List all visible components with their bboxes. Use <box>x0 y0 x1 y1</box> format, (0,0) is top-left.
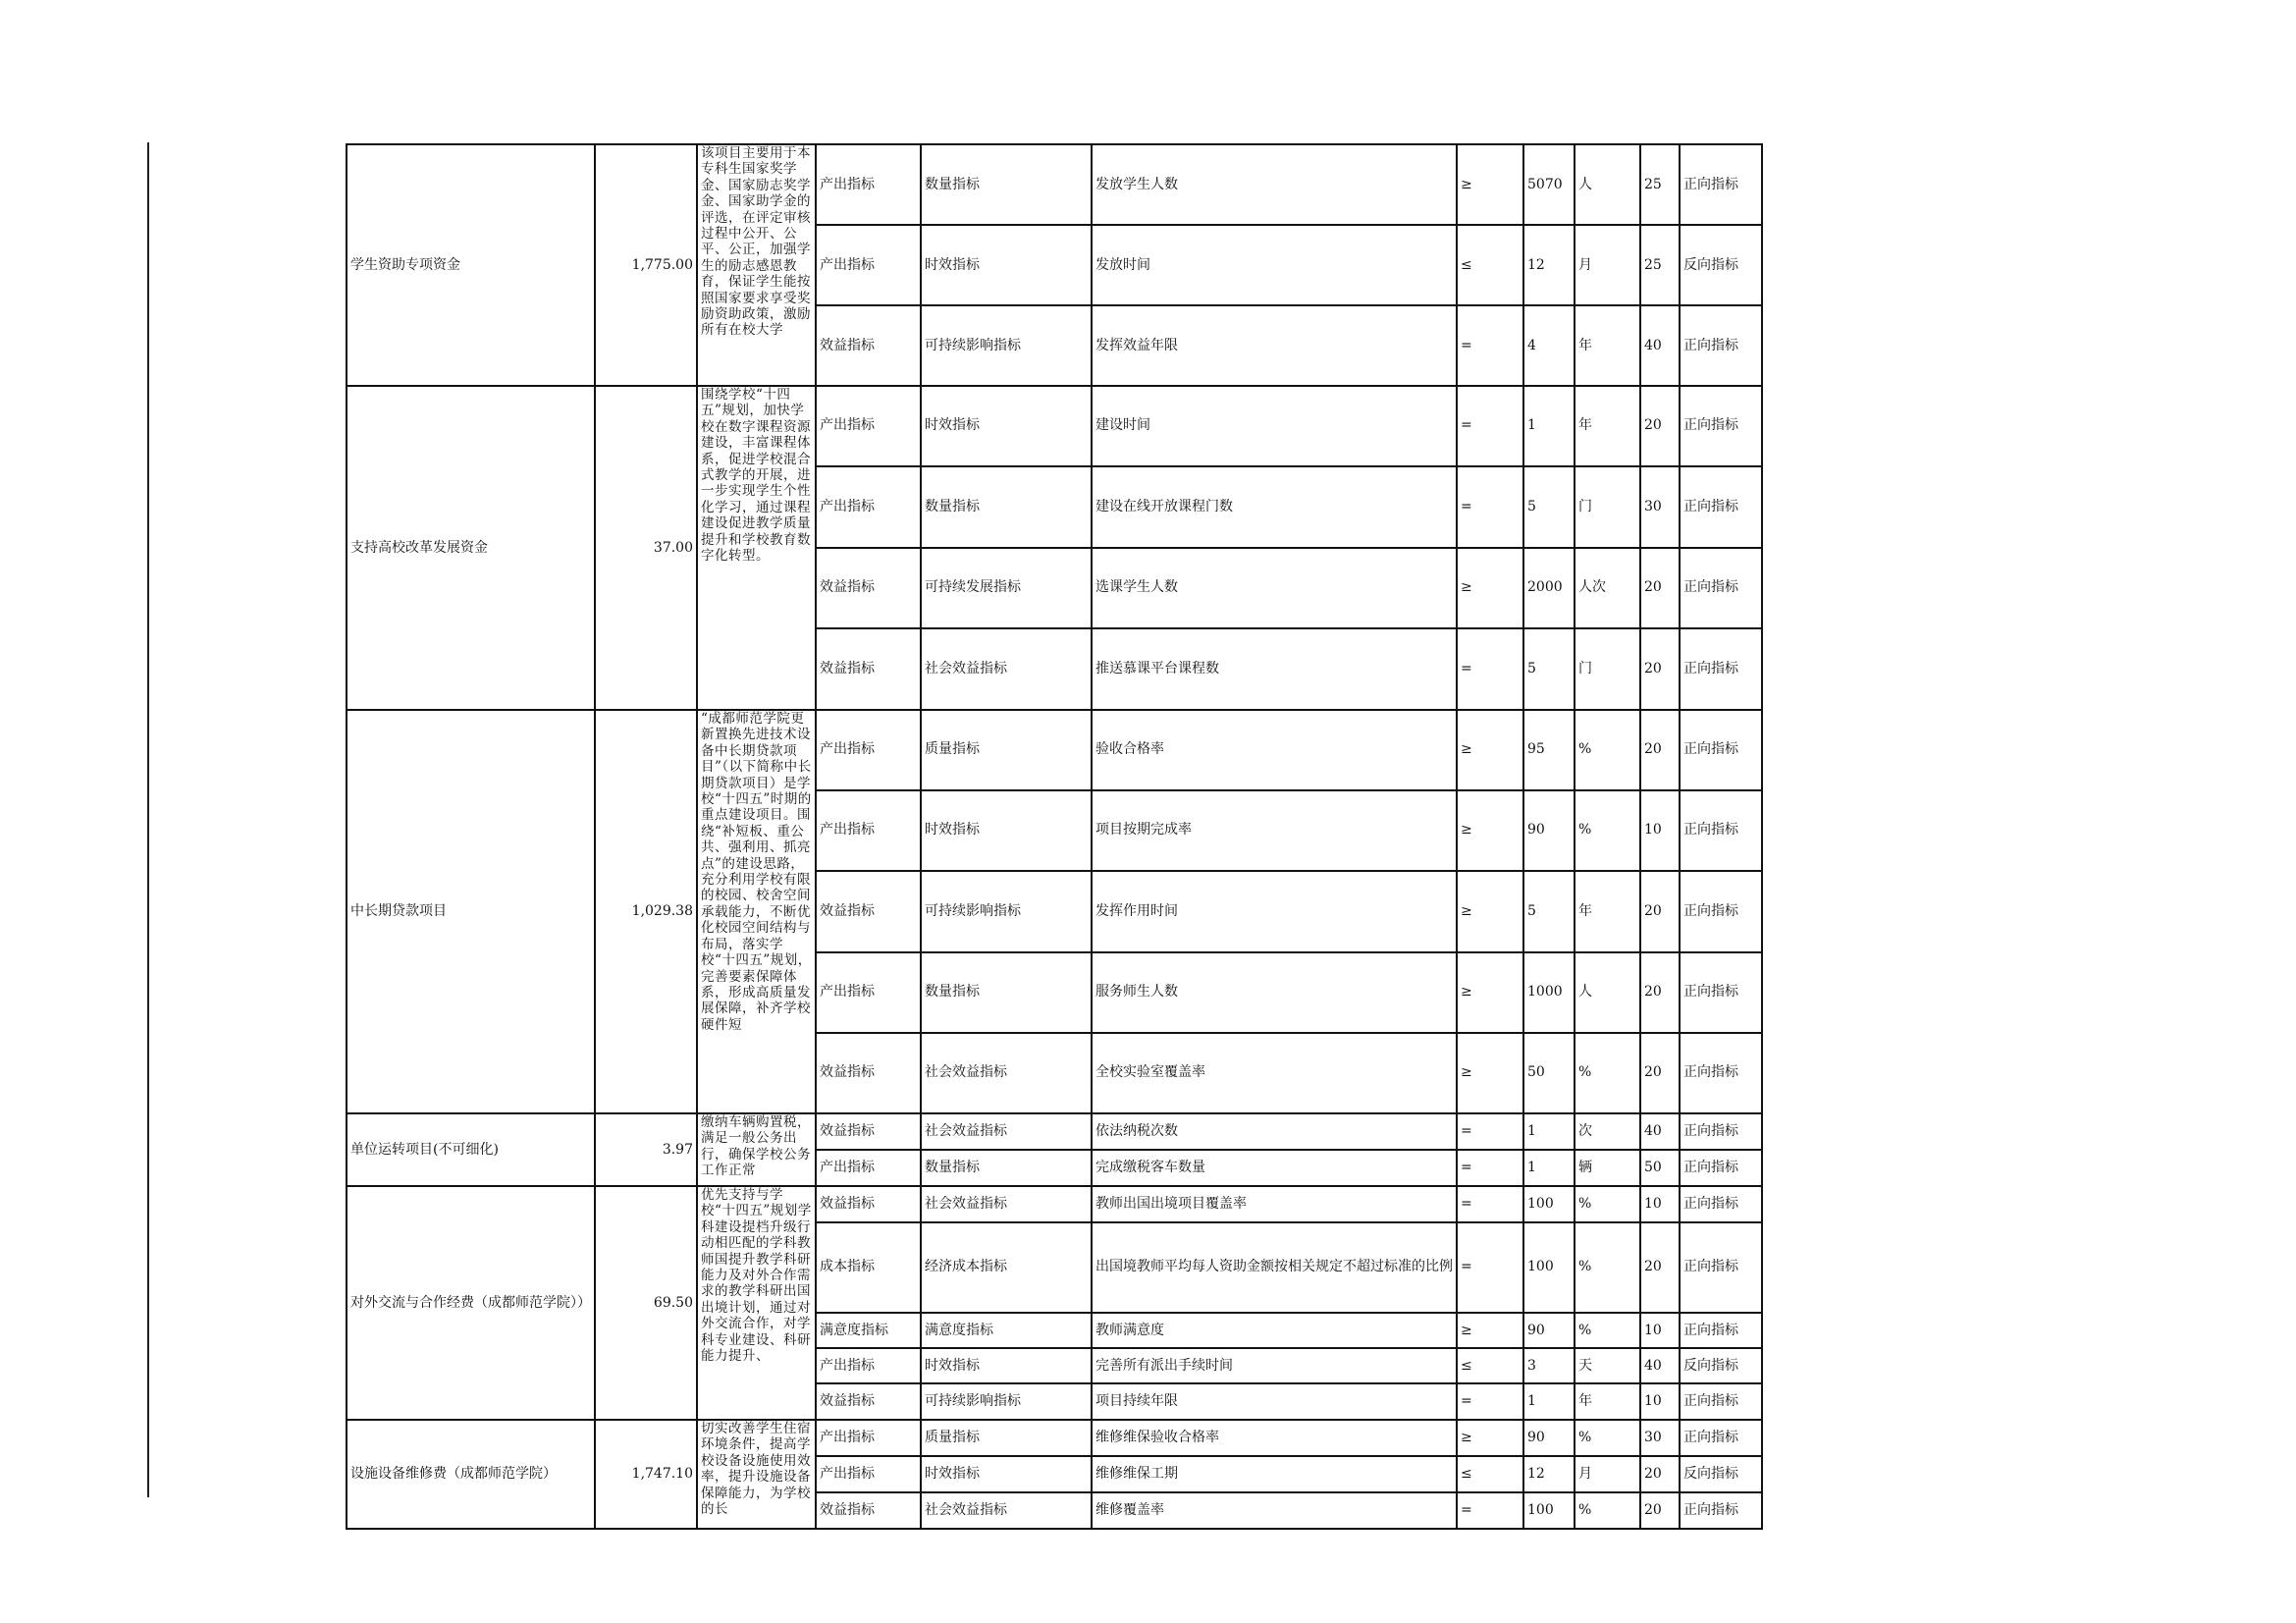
measure-unit: % <box>1575 1033 1640 1113</box>
indicator-level3: 建设时间 <box>1092 386 1457 466</box>
table-row <box>347 1113 1762 1150</box>
indicator-level1: 产出指标 <box>816 1420 921 1456</box>
page-margin-line <box>147 142 149 1497</box>
indicator-level3: 全校实验室覆盖率 <box>1092 1033 1457 1113</box>
indicator-level2: 可持续影响指标 <box>921 1383 1092 1420</box>
indicator-level3: 维修覆盖率 <box>1092 1492 1457 1529</box>
project-amount: 1,775.00 <box>595 144 697 386</box>
indicator-level2: 时效指标 <box>921 386 1092 466</box>
indicator-direction: 正向指标 <box>1680 1113 1762 1150</box>
project-amount: 1,747.10 <box>595 1420 697 1529</box>
target-value: 100 <box>1523 1222 1575 1314</box>
project-amount: 69.50 <box>595 1186 697 1420</box>
indicator-level2: 质量指标 <box>921 1420 1092 1456</box>
target-value: 95 <box>1523 710 1575 790</box>
indicator-level3: 完成缴税客车数量 <box>1092 1150 1457 1186</box>
operator-symbol: ≥ <box>1457 548 1523 628</box>
indicator-direction: 正向指标 <box>1680 952 1762 1033</box>
operator-symbol: ≥ <box>1457 710 1523 790</box>
indicator-direction: 正向指标 <box>1680 710 1762 790</box>
table-row <box>347 710 1762 790</box>
project-description-cell <box>697 710 816 1113</box>
measure-unit: % <box>1575 710 1640 790</box>
target-value: 12 <box>1523 225 1575 305</box>
indicator-direction: 正向指标 <box>1680 386 1762 466</box>
indicator-direction: 正向指标 <box>1680 871 1762 952</box>
target-value: 5070 <box>1523 144 1575 225</box>
indicator-direction: 正向指标 <box>1680 548 1762 628</box>
indicator-level2: 时效指标 <box>921 225 1092 305</box>
project-name: 设施设备维修费（成都师范学院） <box>347 1420 595 1529</box>
indicator-direction: 正向指标 <box>1680 1313 1762 1347</box>
indicator-level3: 建设在线开放课程门数 <box>1092 466 1457 548</box>
project-amount: 1,029.38 <box>595 710 697 1113</box>
indicator-level1: 效益指标 <box>816 871 921 952</box>
project-description-cell <box>697 144 816 386</box>
indicator-level3: 项目按期完成率 <box>1092 790 1457 871</box>
measure-unit: % <box>1575 1222 1640 1314</box>
indicator-level3: 发放学生人数 <box>1092 144 1457 225</box>
indicator-level1: 效益指标 <box>816 1492 921 1529</box>
indicator-level3: 出国境教师平均每人资助金额按相关规定不超过标准的比例 <box>1092 1222 1457 1314</box>
operator-symbol: ≥ <box>1457 1420 1523 1456</box>
measure-unit: % <box>1575 790 1640 871</box>
project-name: 对外交流与合作经费（成都师范学院）） <box>347 1186 595 1420</box>
measure-unit: 门 <box>1575 466 1640 548</box>
operator-symbol: = <box>1457 1113 1523 1150</box>
target-value: 1 <box>1523 1150 1575 1186</box>
indicator-level1: 产出指标 <box>816 790 921 871</box>
indicator-level2: 数量指标 <box>921 952 1092 1033</box>
indicator-level2: 社会效益指标 <box>921 1033 1092 1113</box>
indicator-level2: 可持续影响指标 <box>921 871 1092 952</box>
weight-score: 20 <box>1640 1222 1680 1314</box>
indicator-direction: 正向指标 <box>1680 466 1762 548</box>
indicator-level1: 效益指标 <box>816 1033 921 1113</box>
operator-symbol: = <box>1457 386 1523 466</box>
weight-score: 20 <box>1640 548 1680 628</box>
indicator-level2: 社会效益指标 <box>921 1492 1092 1529</box>
target-value: 100 <box>1523 1186 1575 1222</box>
indicator-direction: 反向指标 <box>1680 1456 1762 1492</box>
weight-score: 20 <box>1640 1492 1680 1529</box>
indicator-level1: 产出指标 <box>816 386 921 466</box>
indicator-level2: 数量指标 <box>921 144 1092 225</box>
indicator-level2: 满意度指标 <box>921 1313 1092 1347</box>
operator-symbol: ≥ <box>1457 871 1523 952</box>
indicator-level1: 满意度指标 <box>816 1313 921 1347</box>
operator-symbol: = <box>1457 1383 1523 1420</box>
indicator-direction: 正向指标 <box>1680 1186 1762 1222</box>
indicator-level2: 社会效益指标 <box>921 1186 1092 1222</box>
indicator-level2: 时效指标 <box>921 1456 1092 1492</box>
indicator-level3: 教师出国出境项目覆盖率 <box>1092 1186 1457 1222</box>
indicator-level2: 数量指标 <box>921 1150 1092 1186</box>
operator-symbol: ≥ <box>1457 952 1523 1033</box>
project-description: 切实改善学生住宿环境条件，提高学校设备设施使用效率，提升设施设备保障能力，为学校的长 <box>701 1421 811 1518</box>
indicator-level2: 质量指标 <box>921 710 1092 790</box>
table-row <box>347 1420 1762 1456</box>
indicator-level3: 发挥效益年限 <box>1092 305 1457 386</box>
indicator-level3: 维修维保验收合格率 <box>1092 1420 1457 1456</box>
project-description: 缴纳车辆购置税，满足一般公务出行，确保学校公务工作正常 <box>701 1114 811 1179</box>
weight-score: 20 <box>1640 1033 1680 1113</box>
indicator-level2: 社会效益指标 <box>921 628 1092 710</box>
measure-unit: 年 <box>1575 386 1640 466</box>
target-value: 5 <box>1523 628 1575 710</box>
indicator-level2: 经济成本指标 <box>921 1222 1092 1314</box>
operator-symbol: ≤ <box>1457 1456 1523 1492</box>
project-name: 学生资助专项资金 <box>347 144 595 386</box>
measure-unit: % <box>1575 1186 1640 1222</box>
measure-unit: 次 <box>1575 1113 1640 1150</box>
target-value: 90 <box>1523 1420 1575 1456</box>
indicator-level1: 效益指标 <box>816 1383 921 1420</box>
measure-unit: 门 <box>1575 628 1640 710</box>
indicator-level1: 效益指标 <box>816 628 921 710</box>
measure-unit: 年 <box>1575 1383 1640 1420</box>
operator-symbol: = <box>1457 628 1523 710</box>
project-description: “成都师范学院更新置换先进技术设备中长期贷款项目”（以下简称中长期贷款项目）是学校“十四五”时期的重点建设项目。围绕“补短板、重公共、强利用、抓亮点”的建设思路，充分利用学校有限的校园、校舍空间承载能力，不断优化校园空间结构与布局，落实学校“十四五”规划，完善要素保障体系，形成高质量发展保障，补齐学校硬件短 <box>701 711 812 1033</box>
indicator-level1: 效益指标 <box>816 305 921 386</box>
weight-score: 20 <box>1640 952 1680 1033</box>
weight-score: 10 <box>1640 1186 1680 1222</box>
indicator-level3: 维修维保工期 <box>1092 1456 1457 1492</box>
project-description: 围绕学校“十四五”规划，加快学校在数字课程资源建设，丰富课程体系，促进学校混合式教学的开展，进一步实现学生个性化学习，通过课程建设促进教学质量提升和学校教育数字化转型。 <box>701 387 811 565</box>
operator-symbol: ≤ <box>1457 1348 1523 1384</box>
weight-score: 20 <box>1640 386 1680 466</box>
weight-score: 20 <box>1640 871 1680 952</box>
indicator-level1: 效益指标 <box>816 548 921 628</box>
weight-score: 25 <box>1640 225 1680 305</box>
indicator-level1: 效益指标 <box>816 1186 921 1222</box>
indicator-level2: 可持续发展指标 <box>921 548 1092 628</box>
table-row <box>347 386 1762 466</box>
operator-symbol: ≥ <box>1457 790 1523 871</box>
indicator-direction: 正向指标 <box>1680 305 1762 386</box>
target-value: 90 <box>1523 1313 1575 1347</box>
operator-symbol: = <box>1457 1222 1523 1314</box>
measure-unit: 年 <box>1575 305 1640 386</box>
operator-symbol: ≥ <box>1457 1313 1523 1347</box>
measure-unit: 人 <box>1575 144 1640 225</box>
target-value: 1 <box>1523 386 1575 466</box>
indicator-level3: 完善所有派出手续时间 <box>1092 1348 1457 1384</box>
weight-score: 20 <box>1640 628 1680 710</box>
target-value: 1000 <box>1523 952 1575 1033</box>
project-name: 支持高校改革发展资金 <box>347 386 595 710</box>
weight-score: 30 <box>1640 1420 1680 1456</box>
measure-unit: 辆 <box>1575 1150 1640 1186</box>
operator-symbol: = <box>1457 466 1523 548</box>
project-description-cell <box>697 1420 816 1529</box>
weight-score: 40 <box>1640 305 1680 386</box>
operator-symbol: = <box>1457 1492 1523 1529</box>
indicator-level1: 产出指标 <box>816 952 921 1033</box>
operator-symbol: ≥ <box>1457 144 1523 225</box>
indicator-level3: 教师满意度 <box>1092 1313 1457 1347</box>
indicator-level1: 产出指标 <box>816 1150 921 1186</box>
target-value: 2000 <box>1523 548 1575 628</box>
indicator-level1: 产出指标 <box>816 710 921 790</box>
weight-score: 10 <box>1640 1383 1680 1420</box>
indicator-direction: 正向指标 <box>1680 790 1762 871</box>
measure-unit: % <box>1575 1420 1640 1456</box>
weight-score: 30 <box>1640 466 1680 548</box>
target-value: 1 <box>1523 1113 1575 1150</box>
indicator-direction: 正向指标 <box>1680 1033 1762 1113</box>
measure-unit: % <box>1575 1492 1640 1529</box>
indicator-level1: 产出指标 <box>816 1456 921 1492</box>
target-value: 100 <box>1523 1492 1575 1529</box>
indicator-direction: 正向指标 <box>1680 1492 1762 1529</box>
operator-symbol: ≤ <box>1457 225 1523 305</box>
target-value: 5 <box>1523 871 1575 952</box>
indicator-level1: 产出指标 <box>816 225 921 305</box>
operator-symbol: = <box>1457 305 1523 386</box>
project-description: 优先支持与学校“十四五”规划学科建设提档升级行动相匹配的学科教师国提升教学科研能力及对外合作需求的教学科研出国出境计划，通过对外交流合作，对学科专业建设、科研能力提升、 <box>701 1187 812 1365</box>
operator-symbol: = <box>1457 1186 1523 1222</box>
project-description-cell <box>697 1186 816 1420</box>
operator-symbol: ≥ <box>1457 1033 1523 1113</box>
indicator-direction: 反向指标 <box>1680 1348 1762 1384</box>
indicator-level1: 产出指标 <box>816 1348 921 1384</box>
weight-score: 20 <box>1640 710 1680 790</box>
measure-unit: 人次 <box>1575 548 1640 628</box>
indicator-direction: 反向指标 <box>1680 225 1762 305</box>
performance-table <box>346 143 1763 1530</box>
operator-symbol: = <box>1457 1150 1523 1186</box>
indicator-level2: 时效指标 <box>921 790 1092 871</box>
measure-unit: 天 <box>1575 1348 1640 1384</box>
measure-unit: 月 <box>1575 1456 1640 1492</box>
indicator-direction: 正向指标 <box>1680 1383 1762 1420</box>
project-description-cell <box>697 1113 816 1186</box>
project-description-cell <box>697 386 816 710</box>
target-value: 3 <box>1523 1348 1575 1384</box>
indicator-level3: 项目持续年限 <box>1092 1383 1457 1420</box>
measure-unit: % <box>1575 1313 1640 1347</box>
indicator-direction: 正向指标 <box>1680 1150 1762 1186</box>
table-body <box>347 144 1762 1529</box>
indicator-level2: 可持续影响指标 <box>921 305 1092 386</box>
weight-score: 40 <box>1640 1113 1680 1150</box>
indicator-level2: 时效指标 <box>921 1348 1092 1384</box>
project-amount: 3.97 <box>595 1113 697 1186</box>
measure-unit: 月 <box>1575 225 1640 305</box>
target-value: 90 <box>1523 790 1575 871</box>
indicator-level1: 产出指标 <box>816 144 921 225</box>
weight-score: 25 <box>1640 144 1680 225</box>
indicator-direction: 正向指标 <box>1680 1222 1762 1314</box>
indicator-level2: 社会效益指标 <box>921 1113 1092 1150</box>
indicator-level3: 发放时间 <box>1092 225 1457 305</box>
indicator-direction: 正向指标 <box>1680 144 1762 225</box>
indicator-level1: 效益指标 <box>816 1113 921 1150</box>
weight-score: 50 <box>1640 1150 1680 1186</box>
weight-score: 10 <box>1640 1313 1680 1347</box>
indicator-level2: 数量指标 <box>921 466 1092 548</box>
target-value: 4 <box>1523 305 1575 386</box>
indicator-level3: 选课学生人数 <box>1092 548 1457 628</box>
weight-score: 10 <box>1640 790 1680 871</box>
project-description: 该项目主要用于本专科生国家奖学金、国家励志奖学金、国家助学金的评选，在评定审核过程中公开、公平、公正，加强学生的励志感恩教育，保证学生能按照国家要求享受奖励资助政策，激励所有在校大学 <box>701 145 811 339</box>
indicator-direction: 正向指标 <box>1680 628 1762 710</box>
indicator-direction: 正向指标 <box>1680 1420 1762 1456</box>
table-row <box>347 1186 1762 1222</box>
indicator-level1: 产出指标 <box>816 466 921 548</box>
project-name: 中长期贷款项目 <box>347 710 595 1113</box>
target-value: 1 <box>1523 1383 1575 1420</box>
project-name: 单位运转项目(不可细化) <box>347 1113 595 1186</box>
indicator-level3: 验收合格率 <box>1092 710 1457 790</box>
weight-score: 40 <box>1640 1348 1680 1384</box>
project-amount: 37.00 <box>595 386 697 710</box>
indicator-level1: 成本指标 <box>816 1222 921 1314</box>
table-row <box>347 144 1762 225</box>
weight-score: 20 <box>1640 1456 1680 1492</box>
measure-unit: 年 <box>1575 871 1640 952</box>
indicator-level3: 发挥作用时间 <box>1092 871 1457 952</box>
measure-unit: 人 <box>1575 952 1640 1033</box>
target-value: 12 <box>1523 1456 1575 1492</box>
target-value: 5 <box>1523 466 1575 548</box>
indicator-level3: 推送慕课平台课程数 <box>1092 628 1457 710</box>
indicator-level3: 依法纳税次数 <box>1092 1113 1457 1150</box>
target-value: 50 <box>1523 1033 1575 1113</box>
indicator-level3: 服务师生人数 <box>1092 952 1457 1033</box>
